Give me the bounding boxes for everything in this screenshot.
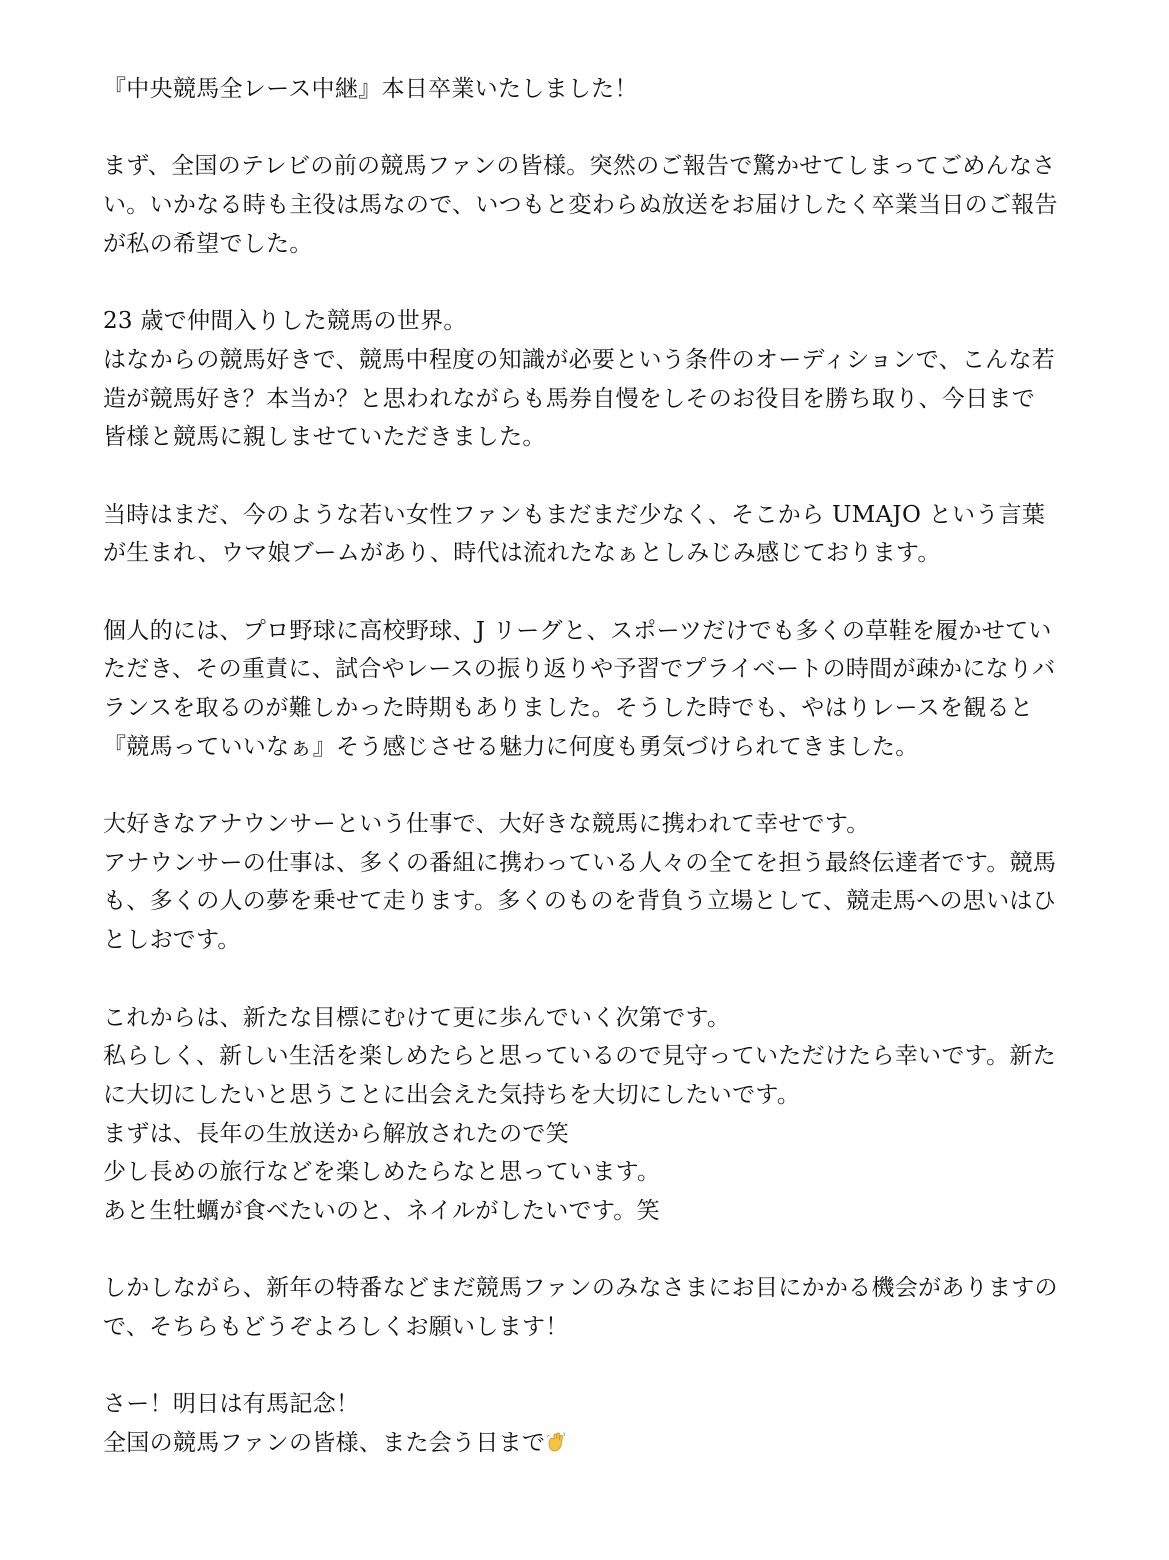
document-body — [103, 70, 1058, 1463]
text-line: い。いかなる時も主役は馬なので、いつもと変わらぬ放送をお届けしたく卒業当日のご報告 — [103, 192, 1058, 219]
text-line: しかしながら、新年の特番などまだ競馬ファンのみなさまにお目にかかる機会がありますの — [103, 1275, 1058, 1302]
text-line: 23 歳で仲間入りした競馬の世界。 — [103, 308, 467, 335]
text-line: で、そちらもどうぞよろしくお願いします！ — [103, 1314, 569, 1340]
text-line: としおです。 — [103, 927, 241, 954]
text-line: 造が競馬好き？本当か？と思われながらも馬券自慢をしそのお役目を勝ち取り、今日まで — [103, 385, 1035, 412]
blank-line — [103, 263, 1038, 302]
blank-line — [103, 766, 1038, 805]
text-line: ただき、その重責に、試合やレースの振り返りや予習でプライベートの時間が疎かになりバ — [103, 656, 1056, 683]
text-line: アナウンサーの仕事は、多くの番組に携わっている人々の全てを担う最終伝達者です。競馬 — [103, 849, 1057, 876]
text-line: はなからの競馬好きで、競馬中程度の知識が必要という条件のオーディションで、こんな若 — [103, 346, 1056, 373]
text-line: まず、全国のテレビの前の競馬ファンの皆様。突然のご報告で驚かせてしまってごめんなさ — [103, 153, 1056, 180]
text-line: 少し長めの旅行などを楽しめたらなと思っています。 — [103, 1159, 661, 1186]
text-line: 私らしく、新しい生活を楽しめたらと思っているので見守っていただけたら幸いです。新た — [103, 1043, 1056, 1070]
text-line: 『競馬っていいなぁ』そう感じさせる魅力に何度も勇気づけられてきました。 — [103, 733, 919, 760]
blank-line — [103, 573, 1038, 612]
text-line: が生まれ、ウマ娘ブームがあり、時代は流れたなぁとしみじみ感じております。 — [103, 540, 941, 567]
closing-text: 全国の競馬ファンの皆様、また会う日まで — [103, 1430, 546, 1457]
blank-line — [103, 1231, 1038, 1270]
blank-line — [103, 1347, 1038, 1386]
text-line: ランスを取るのが難しかった時期もありました。そうした時でも、やはりレースを観ると — [103, 695, 1034, 721]
blank-line — [103, 457, 1038, 496]
text-line: まずは、長年の生放送から解放されたので笑 — [103, 1120, 569, 1147]
text-line: 皆様と競馬に親しませていただきました。 — [103, 424, 546, 451]
text-line: 大好きなアナウンサーという仕事で、大好きな競馬に携われて幸せです。 — [103, 811, 870, 838]
text-line: に大切にしたいと思うことに出会えた気持ちを大切にしたいです。 — [103, 1081, 801, 1108]
text-line: が私の希望でした。 — [103, 230, 313, 257]
text-line: これからは、新たな目標にむけて更に歩んでいく次第です。 — [103, 1004, 731, 1031]
closing-line — [103, 1424, 1038, 1463]
blank-line — [103, 109, 1038, 148]
text-line: あと生牡蠣が食べたいのと、ネイルがしたいです。笑 — [103, 1197, 660, 1224]
text-line: 『中央競馬全レース中継』本日卒業いたしました！ — [103, 76, 638, 102]
text-line: も、多くの人の夢を乗せて走ります。多くのものを背負う立場として、競走馬への思いはひ — [103, 888, 1056, 915]
text-line: 個人的には、プロ野球に高校野球、J リーグと、スポーツだけでも多くの草鞋を履かせてい — [103, 617, 1052, 644]
text-line: 当時はまだ、今のような若い女性ファンもまだまだ少なく、そこから UMAJO という言葉 — [103, 501, 1046, 528]
waving-hand-icon — [546, 1431, 566, 1453]
blank-line — [103, 960, 1038, 999]
text-line: さー！明日は有馬記念！ — [103, 1391, 360, 1418]
